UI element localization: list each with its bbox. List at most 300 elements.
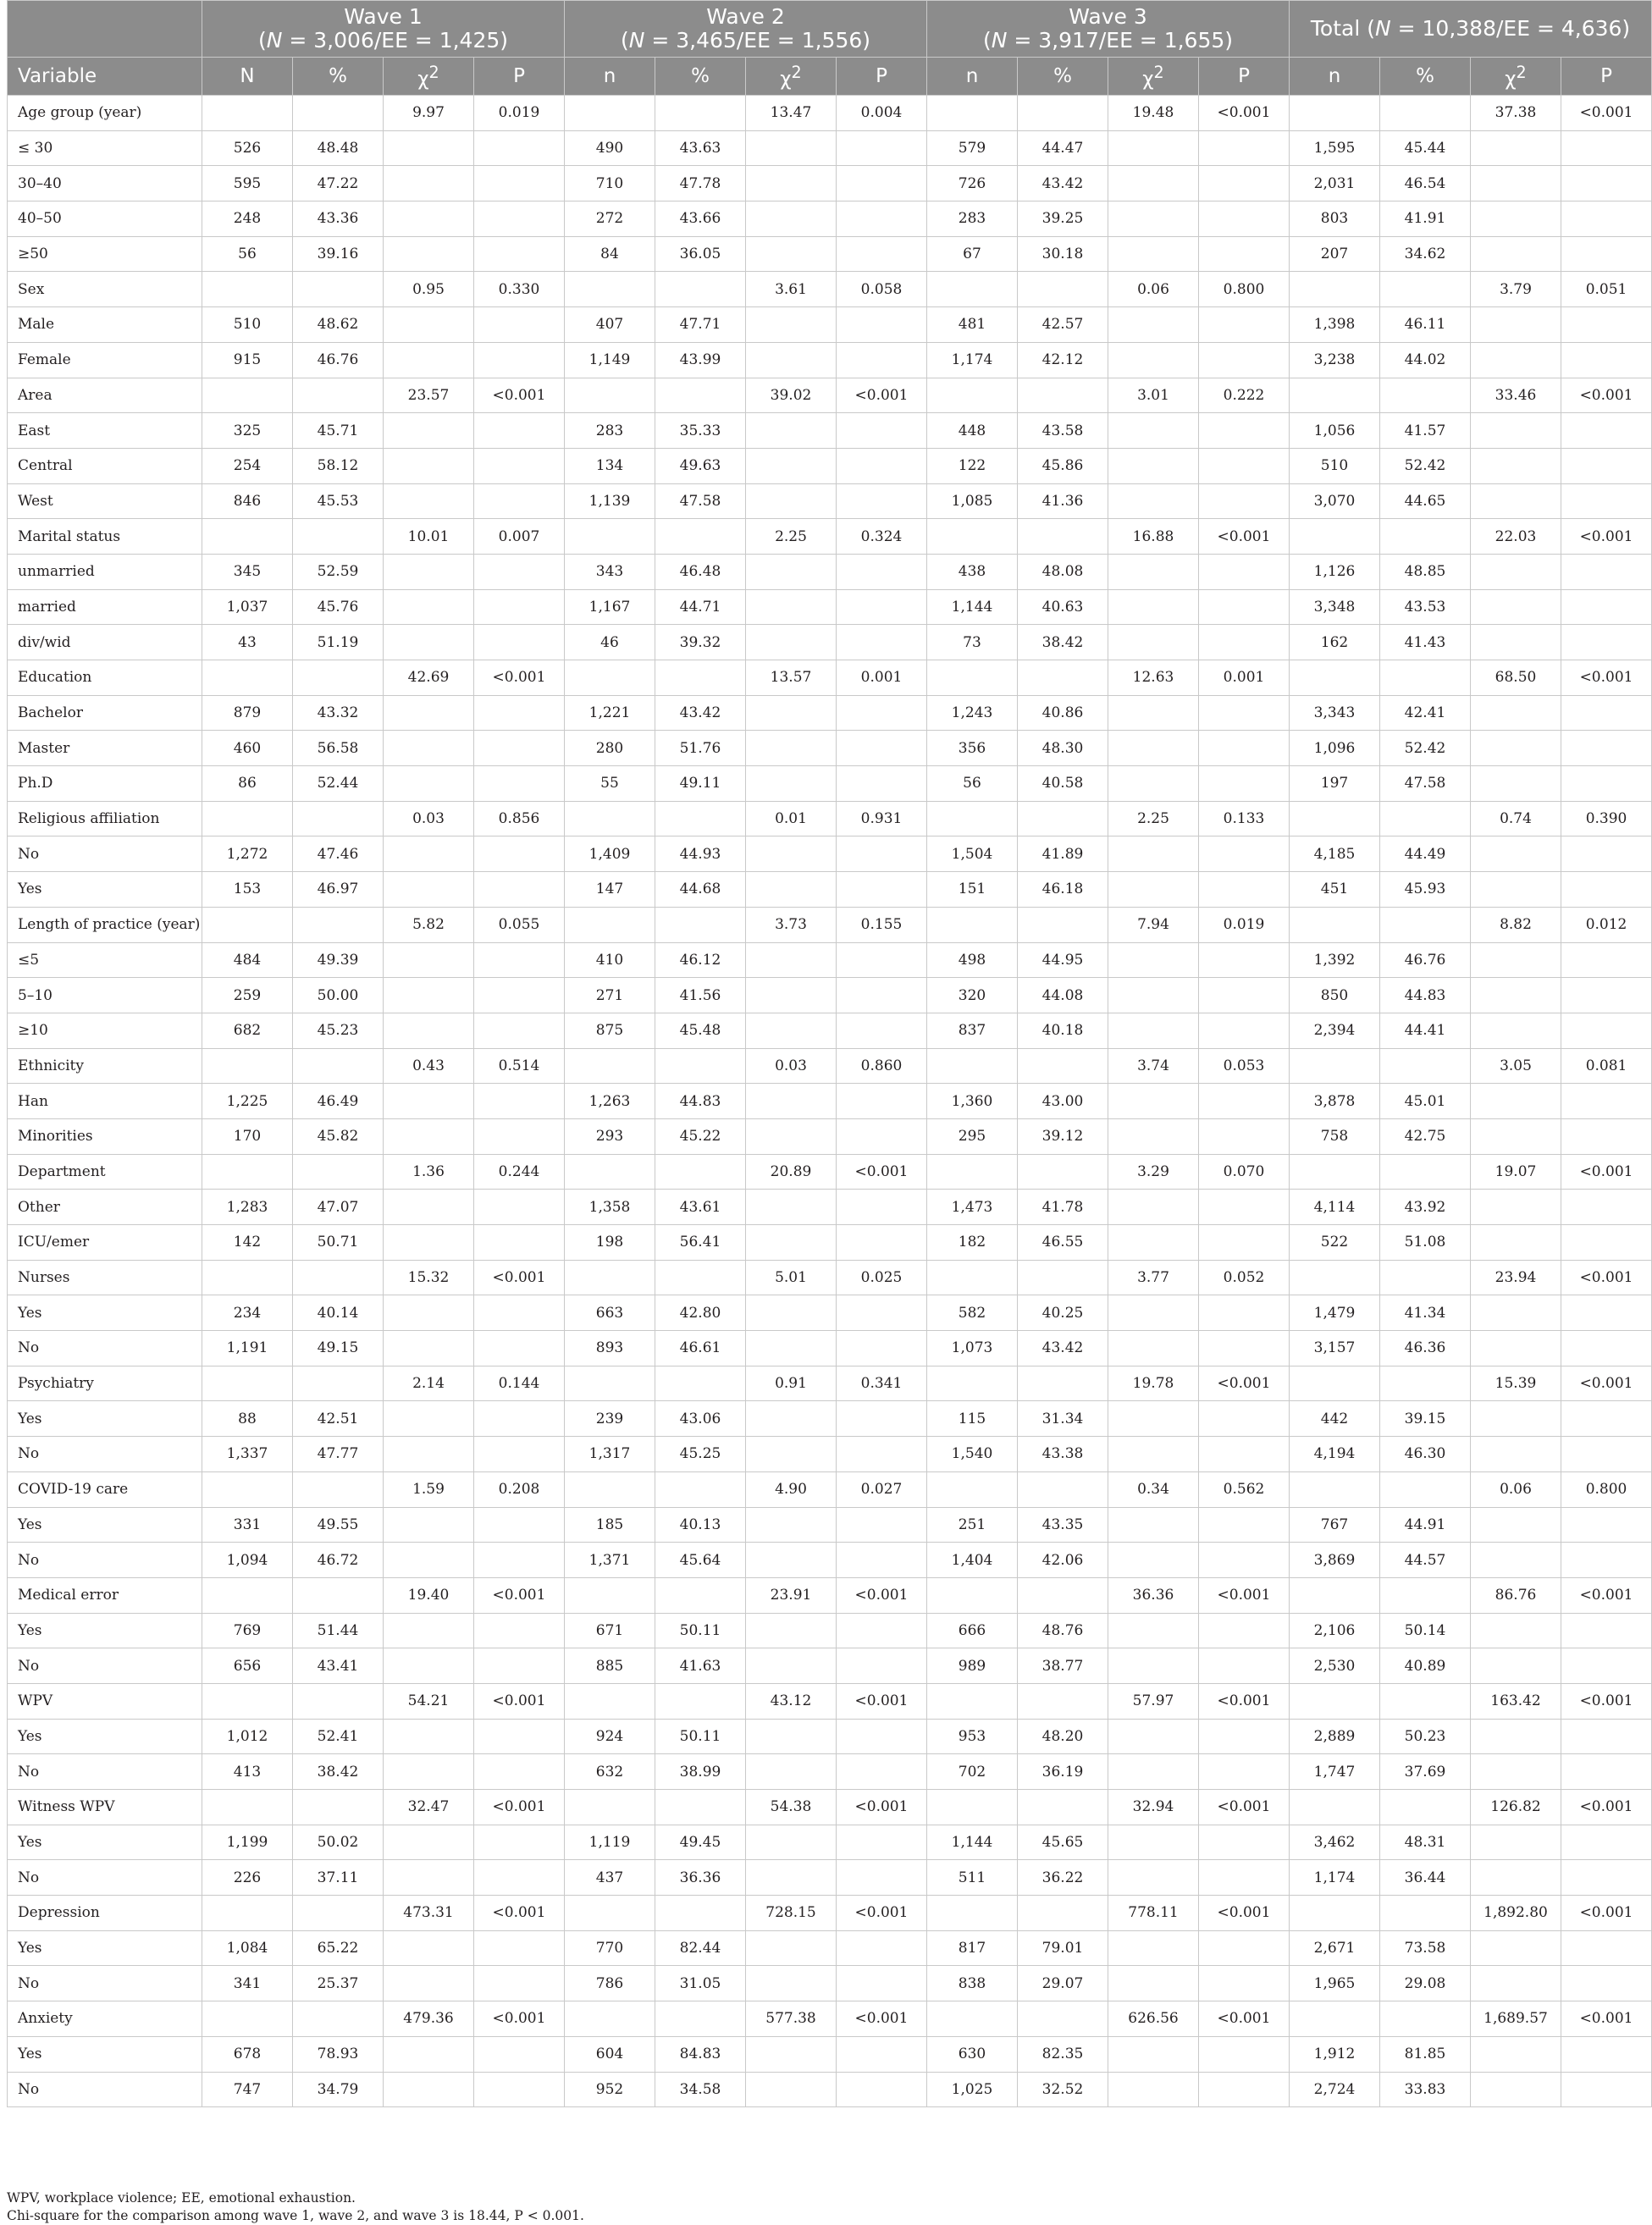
table-cell: <0.001 xyxy=(837,2001,927,2037)
table-cell xyxy=(1561,1507,1652,1543)
table-cell xyxy=(1380,1366,1471,1401)
table-cell xyxy=(384,1719,474,1754)
table-cell xyxy=(746,1966,837,2001)
table-cell: 1,139 xyxy=(565,483,655,519)
table-cell: 8.82 xyxy=(1471,907,1561,942)
table-cell: 31.05 xyxy=(655,1966,746,2001)
table-cell: 36.36 xyxy=(655,1860,746,1896)
table-cell: 479.36 xyxy=(384,2001,474,2037)
table-cell xyxy=(746,1930,837,1966)
column-header: % xyxy=(1018,58,1108,96)
table-cell: 45.86 xyxy=(1018,448,1108,483)
table-cell: 170 xyxy=(202,1118,293,1154)
table-cell: 52.59 xyxy=(293,554,384,589)
table-cell xyxy=(202,907,293,942)
table-cell: 45.71 xyxy=(293,413,384,449)
table-cell: 50.11 xyxy=(655,1719,746,1754)
table-cell xyxy=(1290,1577,1380,1613)
row-label-cell: Religious affiliation xyxy=(8,801,202,836)
table-cell xyxy=(746,2036,837,2072)
table-cell xyxy=(1380,1471,1471,1507)
table-cell xyxy=(1561,202,1652,237)
table-cell: <0.001 xyxy=(474,660,565,696)
table-cell xyxy=(746,1295,837,1331)
table-cell: 43.58 xyxy=(1018,413,1108,449)
table-cell: 162 xyxy=(1290,625,1380,660)
table-cell: 0.053 xyxy=(1199,1048,1290,1084)
table-cell xyxy=(1199,1401,1290,1437)
table-cell xyxy=(927,1577,1018,1613)
table-cell xyxy=(1561,1331,1652,1366)
table-cell: 29.07 xyxy=(1018,1966,1108,2001)
table-cell xyxy=(837,695,927,731)
table-cell xyxy=(927,660,1018,696)
table-cell xyxy=(1108,1543,1199,1578)
table-cell: 728.15 xyxy=(746,1896,837,1931)
table-cell xyxy=(927,907,1018,942)
table-cell: 46.30 xyxy=(1380,1437,1471,1472)
table-cell: 44.41 xyxy=(1380,1013,1471,1048)
table-cell xyxy=(384,625,474,660)
table-cell xyxy=(293,96,384,131)
table-cell xyxy=(565,1896,655,1931)
table-cell: 32.47 xyxy=(384,1790,474,1825)
table-cell: 630 xyxy=(927,2036,1018,2072)
table-cell: 498 xyxy=(927,942,1018,978)
table-cell xyxy=(565,1683,655,1719)
table-cell xyxy=(474,1331,565,1366)
table-row xyxy=(8,1896,1652,1931)
table-cell xyxy=(1018,1048,1108,1084)
table-cell: <0.001 xyxy=(837,1154,927,1190)
table-cell: 1,199 xyxy=(202,1825,293,1860)
table-cell xyxy=(927,1683,1018,1719)
table-cell xyxy=(474,236,565,272)
table-cell: 1,892.80 xyxy=(1471,1896,1561,1931)
group-title: Wave 1 xyxy=(344,4,423,29)
table-cell xyxy=(1561,695,1652,731)
table-cell: 0.01 xyxy=(746,801,837,836)
table-cell xyxy=(1290,907,1380,942)
group-header-row xyxy=(8,1,1652,58)
table-cell: 42.06 xyxy=(1018,1543,1108,1578)
table-cell xyxy=(565,96,655,131)
table-cell: 407 xyxy=(565,307,655,343)
row-label-cell: No xyxy=(8,1860,202,1896)
table-cell: 38.77 xyxy=(1018,1648,1108,1684)
row-label-cell: Ph.D xyxy=(8,766,202,802)
table-cell xyxy=(293,1471,384,1507)
table-cell: 758 xyxy=(1290,1118,1380,1154)
table-cell xyxy=(837,731,927,766)
table-cell xyxy=(384,448,474,483)
table-cell xyxy=(837,1543,927,1578)
table-cell xyxy=(565,907,655,942)
table-cell xyxy=(1471,1754,1561,1790)
table-cell xyxy=(1108,130,1199,166)
table-cell: 3.05 xyxy=(1471,1048,1561,1084)
table-cell xyxy=(1199,202,1290,237)
table-cell xyxy=(384,1225,474,1261)
table-cell: 122 xyxy=(927,448,1018,483)
table-cell xyxy=(655,1790,746,1825)
table-cell xyxy=(1290,272,1380,307)
table-cell: 41.57 xyxy=(1380,413,1471,449)
table-cell: 3,869 xyxy=(1290,1543,1380,1578)
table-cell xyxy=(1199,554,1290,589)
table-cell: 50.00 xyxy=(293,978,384,1013)
table-cell xyxy=(837,1401,927,1437)
table-cell xyxy=(202,1471,293,1507)
table-cell: 41.89 xyxy=(1018,836,1108,872)
table-cell: <0.001 xyxy=(474,1896,565,1931)
table-cell: 1,404 xyxy=(927,1543,1018,1578)
table-cell xyxy=(565,1366,655,1401)
table-cell xyxy=(1471,1825,1561,1860)
table-cell: 40.89 xyxy=(1380,1648,1471,1684)
table-cell: 42.75 xyxy=(1380,1118,1471,1154)
table-cell xyxy=(746,695,837,731)
table-cell: 1,191 xyxy=(202,1331,293,1366)
row-label-cell: Length of practice (year) xyxy=(8,907,202,942)
table-cell xyxy=(384,166,474,202)
table-cell xyxy=(1290,519,1380,555)
table-cell xyxy=(1471,1225,1561,1261)
table-cell xyxy=(384,589,474,625)
table-body xyxy=(8,96,1652,2107)
table-cell xyxy=(746,1543,837,1578)
table-cell xyxy=(1380,519,1471,555)
table-cell: 0.06 xyxy=(1471,1471,1561,1507)
table-cell: 45.44 xyxy=(1380,130,1471,166)
table-cell xyxy=(474,1825,565,1860)
table-cell xyxy=(1108,166,1199,202)
table-cell xyxy=(384,413,474,449)
table-cell: <0.001 xyxy=(1561,1154,1652,1190)
table-cell: 65.22 xyxy=(293,1930,384,1966)
table-cell: 38.42 xyxy=(293,1754,384,1790)
group-subtitle: (N = 3,917/EE = 1,655) xyxy=(982,28,1234,52)
table-cell: 19.48 xyxy=(1108,96,1199,131)
table-cell: 182 xyxy=(927,1225,1018,1261)
table-cell xyxy=(1018,1260,1108,1295)
table-cell: 34.58 xyxy=(655,2072,746,2107)
table-cell: 1,337 xyxy=(202,1437,293,1472)
table-cell xyxy=(1471,1507,1561,1543)
table-cell xyxy=(1108,1225,1199,1261)
table-cell xyxy=(1199,166,1290,202)
table-row xyxy=(8,2001,1652,2037)
table-cell: 671 xyxy=(565,1613,655,1648)
table-cell: 2,671 xyxy=(1290,1930,1380,1966)
table-cell: 43.66 xyxy=(655,202,746,237)
table-cell xyxy=(837,1507,927,1543)
table-cell xyxy=(1199,625,1290,660)
table-cell: 39.02 xyxy=(746,378,837,413)
table-cell xyxy=(927,1896,1018,1931)
table-cell: 3.79 xyxy=(1471,272,1561,307)
table-cell xyxy=(1471,1543,1561,1578)
table-row xyxy=(8,589,1652,625)
table-cell xyxy=(837,1930,927,1966)
table-cell xyxy=(1561,2072,1652,2107)
table-cell xyxy=(293,1577,384,1613)
table-cell: 0.800 xyxy=(1561,1471,1652,1507)
table-cell: <0.001 xyxy=(474,2001,565,2037)
table-cell xyxy=(1561,483,1652,519)
table-cell: 50.14 xyxy=(1380,1613,1471,1648)
table-cell: 850 xyxy=(1290,978,1380,1013)
table-cell: 438 xyxy=(927,554,1018,589)
table-cell xyxy=(474,130,565,166)
table-cell xyxy=(1108,1966,1199,2001)
table-cell: 37.38 xyxy=(1471,96,1561,131)
table-cell xyxy=(1471,1295,1561,1331)
table-cell xyxy=(1108,448,1199,483)
table-row xyxy=(8,1613,1652,1648)
table-cell xyxy=(202,1577,293,1613)
table-cell: <0.001 xyxy=(1561,1790,1652,1825)
table-cell xyxy=(927,1260,1018,1295)
table-cell xyxy=(1561,1295,1652,1331)
table-cell xyxy=(1380,96,1471,131)
table-cell: 510 xyxy=(202,307,293,343)
table-cell xyxy=(293,907,384,942)
footnote-abbreviations: WPV, workplace violence; EE, emotional exhaustion. xyxy=(7,2190,356,2206)
table-cell xyxy=(474,202,565,237)
table-cell xyxy=(293,519,384,555)
table-cell: 81.85 xyxy=(1380,2036,1471,2072)
table-cell: 953 xyxy=(927,1719,1018,1754)
table-cell: 52.42 xyxy=(1380,731,1471,766)
table-cell: 915 xyxy=(202,342,293,378)
table-cell xyxy=(202,801,293,836)
table-cell: 25.37 xyxy=(293,1966,384,2001)
table-cell xyxy=(927,1471,1018,1507)
table-row xyxy=(8,836,1652,872)
table-cell xyxy=(474,1401,565,1437)
table-row xyxy=(8,202,1652,237)
table-cell xyxy=(1471,413,1561,449)
table-cell: 57.97 xyxy=(1108,1683,1199,1719)
table-row xyxy=(8,1154,1652,1190)
table-cell: 0.144 xyxy=(474,1366,565,1401)
table-cell: 778.11 xyxy=(1108,1896,1199,1931)
table-cell xyxy=(1561,1613,1652,1648)
table-cell: 20.89 xyxy=(746,1154,837,1190)
table-cell xyxy=(1471,625,1561,660)
table-cell: 36.44 xyxy=(1380,1860,1471,1896)
table-cell xyxy=(1108,307,1199,343)
table-cell xyxy=(655,1366,746,1401)
table-cell xyxy=(837,978,927,1013)
table-cell: 46.54 xyxy=(1380,166,1471,202)
table-cell: 3.61 xyxy=(746,272,837,307)
table-cell: 2,394 xyxy=(1290,1013,1380,1048)
table-cell: 142 xyxy=(202,1225,293,1261)
table-cell: 251 xyxy=(927,1507,1018,1543)
table-cell: 838 xyxy=(927,1966,1018,2001)
table-cell xyxy=(746,1648,837,1684)
table-cell: 197 xyxy=(1290,766,1380,802)
table-cell: 35.33 xyxy=(655,413,746,449)
table-cell: 47.78 xyxy=(655,166,746,202)
table-cell xyxy=(746,2072,837,2107)
table-cell xyxy=(1380,1154,1471,1190)
table-cell xyxy=(1561,130,1652,166)
table-cell: 44.68 xyxy=(655,872,746,908)
table-cell: 331 xyxy=(202,1507,293,1543)
table-cell xyxy=(1471,731,1561,766)
table-cell: 410 xyxy=(565,942,655,978)
table-row xyxy=(8,1860,1652,1896)
table-cell xyxy=(1018,378,1108,413)
table-cell: 45.23 xyxy=(293,1013,384,1048)
row-label-cell: Depression xyxy=(8,1896,202,1931)
table-cell: 16.88 xyxy=(1108,519,1199,555)
superscript: 2 xyxy=(791,62,802,82)
table-cell: 1,037 xyxy=(202,589,293,625)
table-cell xyxy=(1561,413,1652,449)
table-cell: 295 xyxy=(927,1118,1018,1154)
table-cell xyxy=(837,1966,927,2001)
table-cell xyxy=(474,1118,565,1154)
table-cell: 0.001 xyxy=(1199,660,1290,696)
table-cell xyxy=(565,801,655,836)
table-cell xyxy=(1380,2001,1471,2037)
table-cell xyxy=(474,1437,565,1472)
table-cell xyxy=(1380,272,1471,307)
table-cell: 45.76 xyxy=(293,589,384,625)
table-cell xyxy=(655,1260,746,1295)
table-cell xyxy=(1199,1825,1290,1860)
row-label-cell: No xyxy=(8,1543,202,1578)
table-cell: 0.027 xyxy=(837,1471,927,1507)
table-cell xyxy=(1290,660,1380,696)
table-cell: 0.06 xyxy=(1108,272,1199,307)
table-cell xyxy=(927,1048,1018,1084)
table-cell xyxy=(1108,1437,1199,1472)
table-cell: 41.34 xyxy=(1380,1295,1471,1331)
table-cell: 43.36 xyxy=(293,202,384,237)
table-cell: 46.61 xyxy=(655,1331,746,1366)
table-cell xyxy=(1471,589,1561,625)
table-cell: 15.32 xyxy=(384,1260,474,1295)
table-cell xyxy=(1108,872,1199,908)
table-cell xyxy=(202,272,293,307)
table-cell xyxy=(1199,836,1290,872)
table-cell: 47.71 xyxy=(655,307,746,343)
table-cell: <0.001 xyxy=(1561,1683,1652,1719)
table-cell xyxy=(1561,2036,1652,2072)
table-cell: 41.36 xyxy=(1018,483,1108,519)
table-cell: 45.01 xyxy=(1380,1084,1471,1119)
table-cell xyxy=(1108,1295,1199,1331)
table-cell xyxy=(837,483,927,519)
table-cell xyxy=(565,1048,655,1084)
table-cell xyxy=(1018,1896,1108,1931)
table-cell: 88 xyxy=(202,1401,293,1437)
table-cell: 48.08 xyxy=(1018,554,1108,589)
table-cell xyxy=(1471,1401,1561,1437)
table-cell: 36.05 xyxy=(655,236,746,272)
table-cell: 1,012 xyxy=(202,1719,293,1754)
table-cell xyxy=(565,378,655,413)
table-cell: 19.40 xyxy=(384,1577,474,1613)
table-cell: <0.001 xyxy=(1561,2001,1652,2037)
table-cell: <0.001 xyxy=(474,1683,565,1719)
table-cell xyxy=(746,1437,837,1472)
table-cell xyxy=(384,1013,474,1048)
row-label-cell: No xyxy=(8,1437,202,1472)
table-cell: 67 xyxy=(927,236,1018,272)
table-cell xyxy=(474,1507,565,1543)
table-cell: 0.95 xyxy=(384,272,474,307)
table-cell xyxy=(384,1295,474,1331)
table-cell: 3.01 xyxy=(1108,378,1199,413)
table-cell: 747 xyxy=(202,2072,293,2107)
row-label-cell: Yes xyxy=(8,1401,202,1437)
table-cell xyxy=(1471,1930,1561,1966)
table-cell: 271 xyxy=(565,978,655,1013)
table-cell: 37.69 xyxy=(1380,1754,1471,1790)
table-cell xyxy=(474,1295,565,1331)
table-cell: 47.58 xyxy=(655,483,746,519)
row-label-cell: 40–50 xyxy=(8,202,202,237)
header-blank-cell xyxy=(8,1,202,58)
table-cell xyxy=(474,1613,565,1648)
table-cell xyxy=(1471,1118,1561,1154)
table-cell xyxy=(655,907,746,942)
table-cell xyxy=(1561,942,1652,978)
table-cell xyxy=(1199,1084,1290,1119)
row-label-cell: Ethnicity xyxy=(8,1048,202,1084)
table-cell: 2,031 xyxy=(1290,166,1380,202)
table-cell xyxy=(1471,1084,1561,1119)
table-cell xyxy=(474,1225,565,1261)
table-cell xyxy=(384,695,474,731)
table-cell: 13.47 xyxy=(746,96,837,131)
row-label-cell: East xyxy=(8,413,202,449)
table-cell xyxy=(1471,202,1561,237)
table-cell xyxy=(1471,448,1561,483)
row-label-cell: Master xyxy=(8,731,202,766)
table-cell: 49.63 xyxy=(655,448,746,483)
table-cell xyxy=(1471,236,1561,272)
table-cell xyxy=(384,236,474,272)
table-row xyxy=(8,2072,1652,2107)
table-cell xyxy=(1561,1225,1652,1261)
table-cell: 1,473 xyxy=(927,1190,1018,1225)
table-cell xyxy=(293,1683,384,1719)
table-cell: 84 xyxy=(565,236,655,272)
table-cell xyxy=(1561,1648,1652,1684)
table-cell: 23.94 xyxy=(1471,1260,1561,1295)
table-cell: 46.11 xyxy=(1380,307,1471,343)
table-cell xyxy=(837,1437,927,1472)
table-cell xyxy=(384,1437,474,1472)
table-cell xyxy=(927,1154,1018,1190)
table-cell xyxy=(837,1719,927,1754)
table-cell xyxy=(837,1190,927,1225)
table-cell xyxy=(927,1790,1018,1825)
table-cell xyxy=(384,1825,474,1860)
table-cell: 49.55 xyxy=(293,1507,384,1543)
table-cell: 0.055 xyxy=(474,907,565,942)
table-row xyxy=(8,1719,1652,1754)
table-cell xyxy=(837,307,927,343)
table-cell xyxy=(1199,2036,1290,2072)
